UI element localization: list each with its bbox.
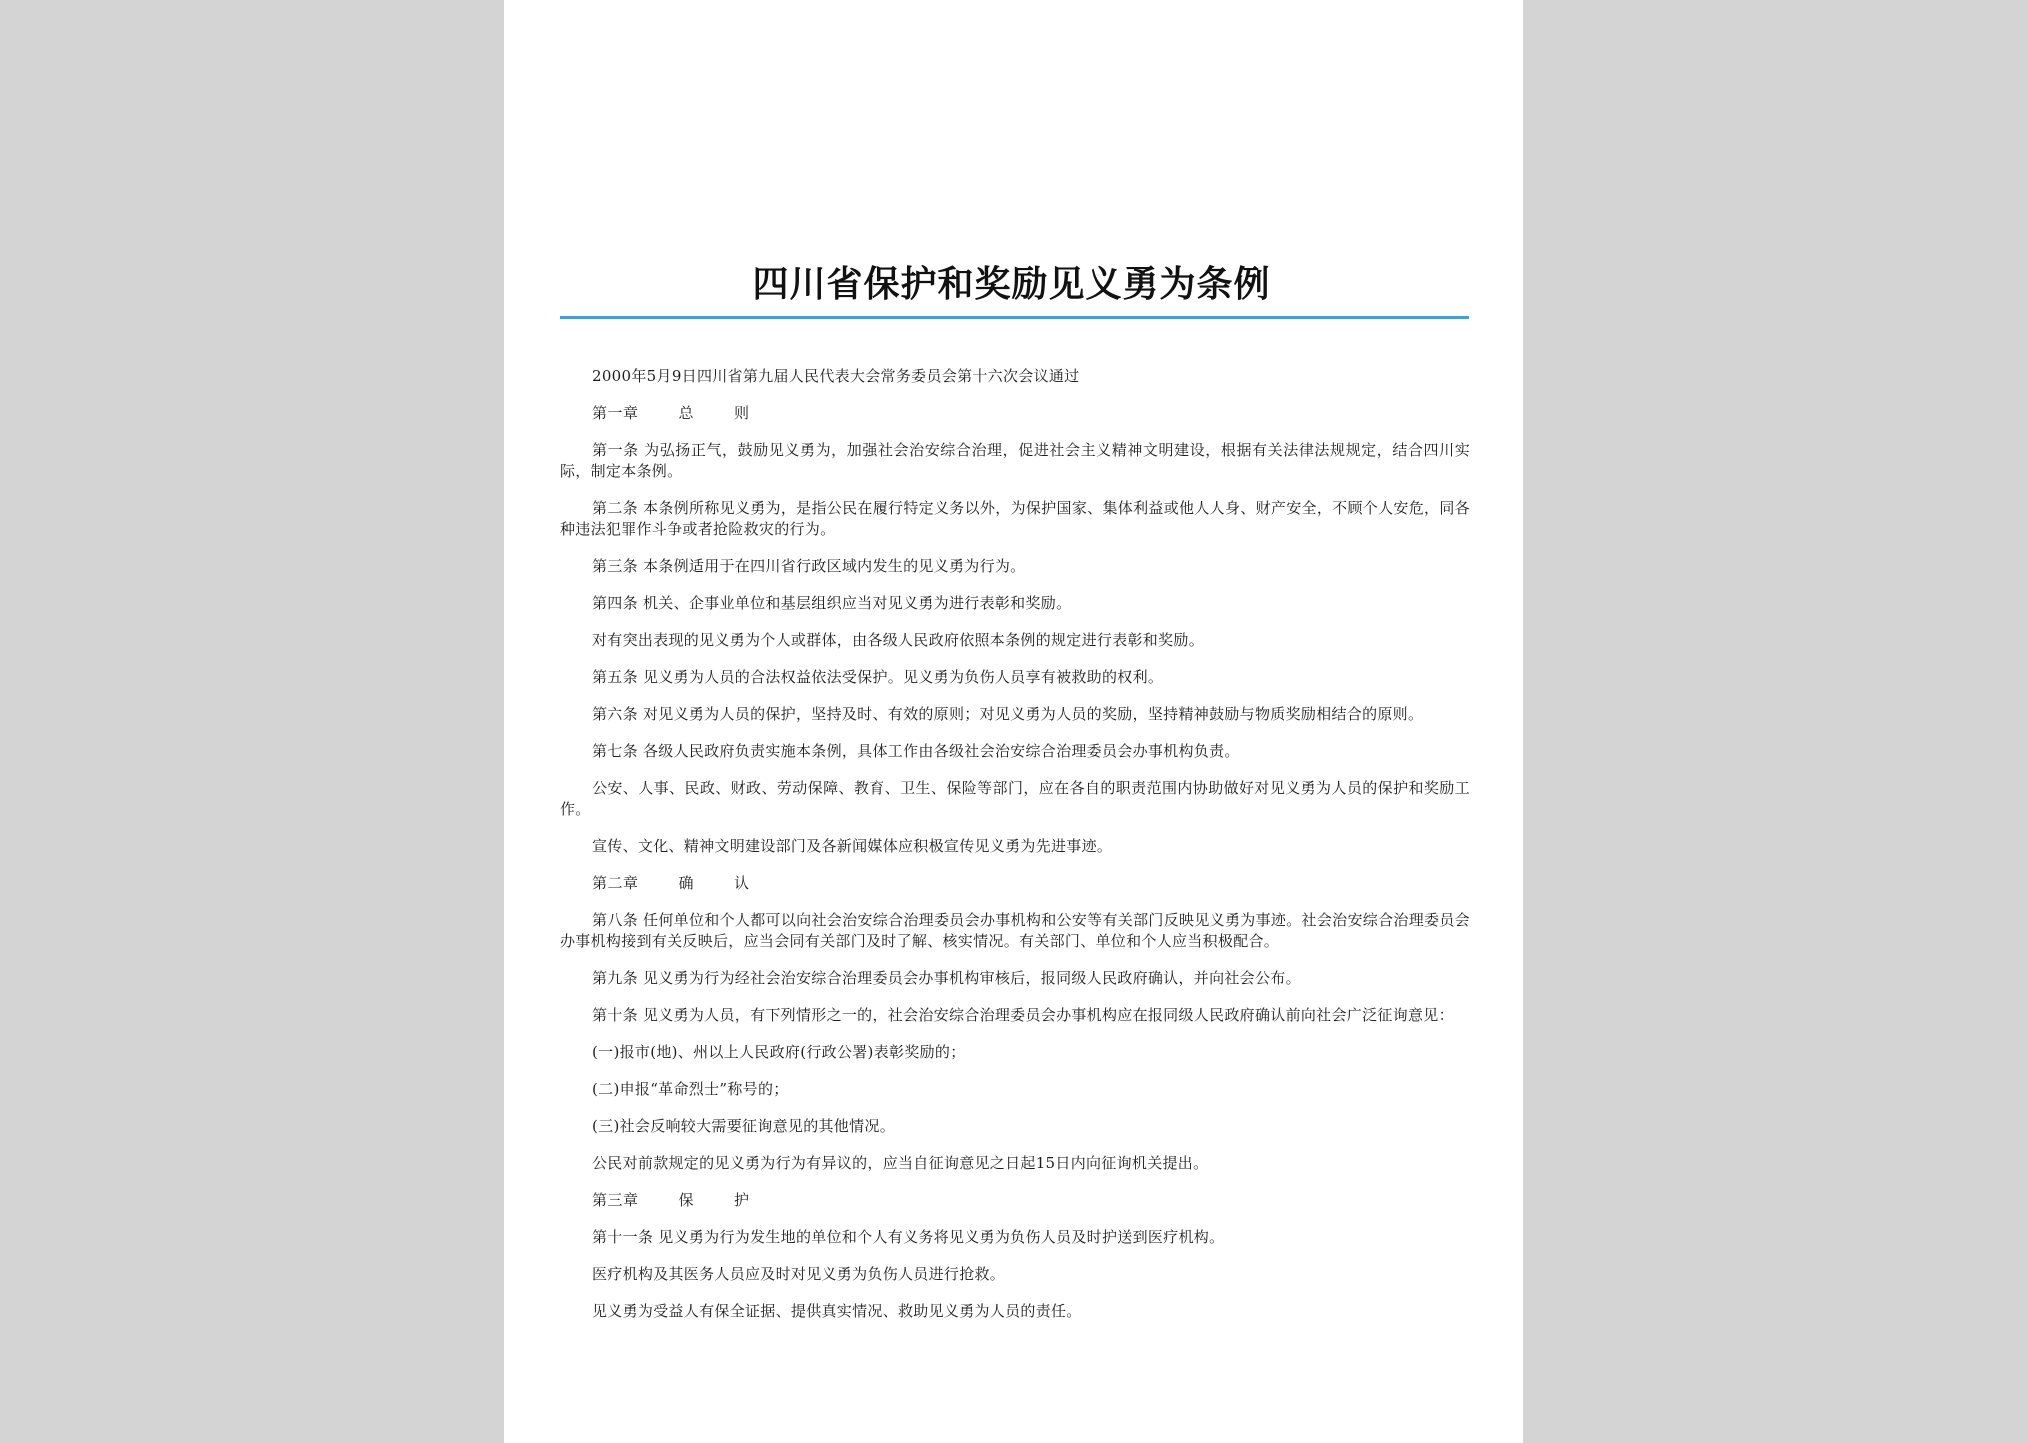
article-paragraph: 第十条 见义勇为人员，有下列情形之一的，社会治安综合治理委员会办事机构应在报同级人民政府确认前向社会广泛征询意见： [592,1006,1454,1024]
article-paragraph: 对有突出表现的见义勇为个人或群体，由各级人民政府依照本条例的规定进行表彰和奖励。 [592,631,1205,649]
article-paragraph: 宣传、文化、精神文明建设部门及各新闻媒体应积极宣传见义勇为先进事迹。 [592,837,1113,855]
chapter-name-char: 则 [734,404,750,422]
chapter-name-char: 总 [678,404,695,422]
chapter-heading [560,1190,1470,1211]
chapter-name-char: 保 [678,1191,695,1209]
article-paragraph: (一)报市(地)、州以上人民政府(行政公署)表彰奖励的； [592,1043,966,1061]
chapter-heading [560,403,1470,424]
adoption-note: 2000年5月9日四川省第九届人民代表大会常务委员会第十六次会议通过 [592,367,1080,385]
chapter-number: 第一章 [592,404,639,422]
chapter-name-char: 护 [734,1191,750,1209]
article-paragraph: 公民对前款规定的见义勇为行为有异议的，应当自征询意见之日起15日内向征询机关提出。 [592,1154,1209,1172]
article-paragraph: (三)社会反响较大需要征询意见的其他情况。 [592,1117,896,1135]
chapter-number: 第二章 [592,874,639,892]
article-paragraph: (二)申报“革命烈士”称号的； [592,1080,789,1098]
document-page [504,0,1523,1443]
article-paragraph: 第九条 见义勇为行为经社会治安综合治理委员会办事机构审核后，报同级人民政府确认，并向社会公布。 [592,969,1301,987]
article-paragraph: 第四条 机关、企事业单位和基层组织应当对见义勇为进行表彰和奖励。 [592,594,1072,612]
chapter-name-char: 确 [678,874,695,892]
article-paragraph: 见义勇为受益人有保全证据、提供真实情况、救助见义勇为人员的责任。 [592,1302,1082,1320]
title-divider [560,316,1469,319]
document-body [560,366,1470,1338]
article-paragraph: 第六条 对见义勇为人员的保护，坚持及时、有效的原则；对见义勇为人员的奖励，坚持精神鼓励与物质奖励相结合的原则。 [592,705,1424,723]
article-paragraph: 医疗机构及其医务人员应及时对见义勇为负伤人员进行抢救。 [592,1265,1006,1283]
chapter-heading [560,873,1470,894]
chapter-name-char: 认 [734,874,750,892]
article-paragraph: 第三条 本条例适用于在四川省行政区域内发生的见义勇为行为。 [592,557,1026,575]
article-paragraph: 第八条 任何单位和个人都可以向社会治安综合治理委员会办事机构和公安等有关部门反映见义勇为事迹。社会治安综合治理委员会办事机构接到有关反映后，应当会同有关部门及时了解、核实情况。有关部门、单位和个人应当积极配合。 [560,911,1470,950]
article-paragraph: 第七条 各级人民政府负责实施本条例，具体工作由各级社会治安综合治理委员会办事机构负责。 [592,742,1240,760]
article-paragraph: 第二条 本条例所称见义勇为，是指公民在履行特定义务以外，为保护国家、集体利益或他人人身、财产安全，不顾个人安危，同各种违法犯罪作斗争或者抢险救灾的行为。 [560,499,1470,538]
article-paragraph: 第十一条 见义勇为行为发生地的单位和个人有义务将见义勇为负伤人员及时护送到医疗机构。 [592,1228,1225,1246]
chapter-number: 第三章 [592,1191,639,1209]
document-title: 四川省保护和奖励见义勇为条例 [752,264,1271,305]
article-paragraph: 第五条 见义勇为人员的合法权益依法受保护。见义勇为负伤人员享有被救助的权利。 [592,668,1164,686]
article-paragraph: 公安、人事、民政、财政、劳动保障、教育、卫生、保险等部门，应在各自的职责范围内协助做好对见义勇为人员的保护和奖励工作。 [560,779,1470,818]
article-paragraph: 第一条 为弘扬正气，鼓励见义勇为，加强社会治安综合治理，促进社会主义精神文明建设，根据有关法律法规规定，结合四川实际，制定本条例。 [560,441,1470,480]
